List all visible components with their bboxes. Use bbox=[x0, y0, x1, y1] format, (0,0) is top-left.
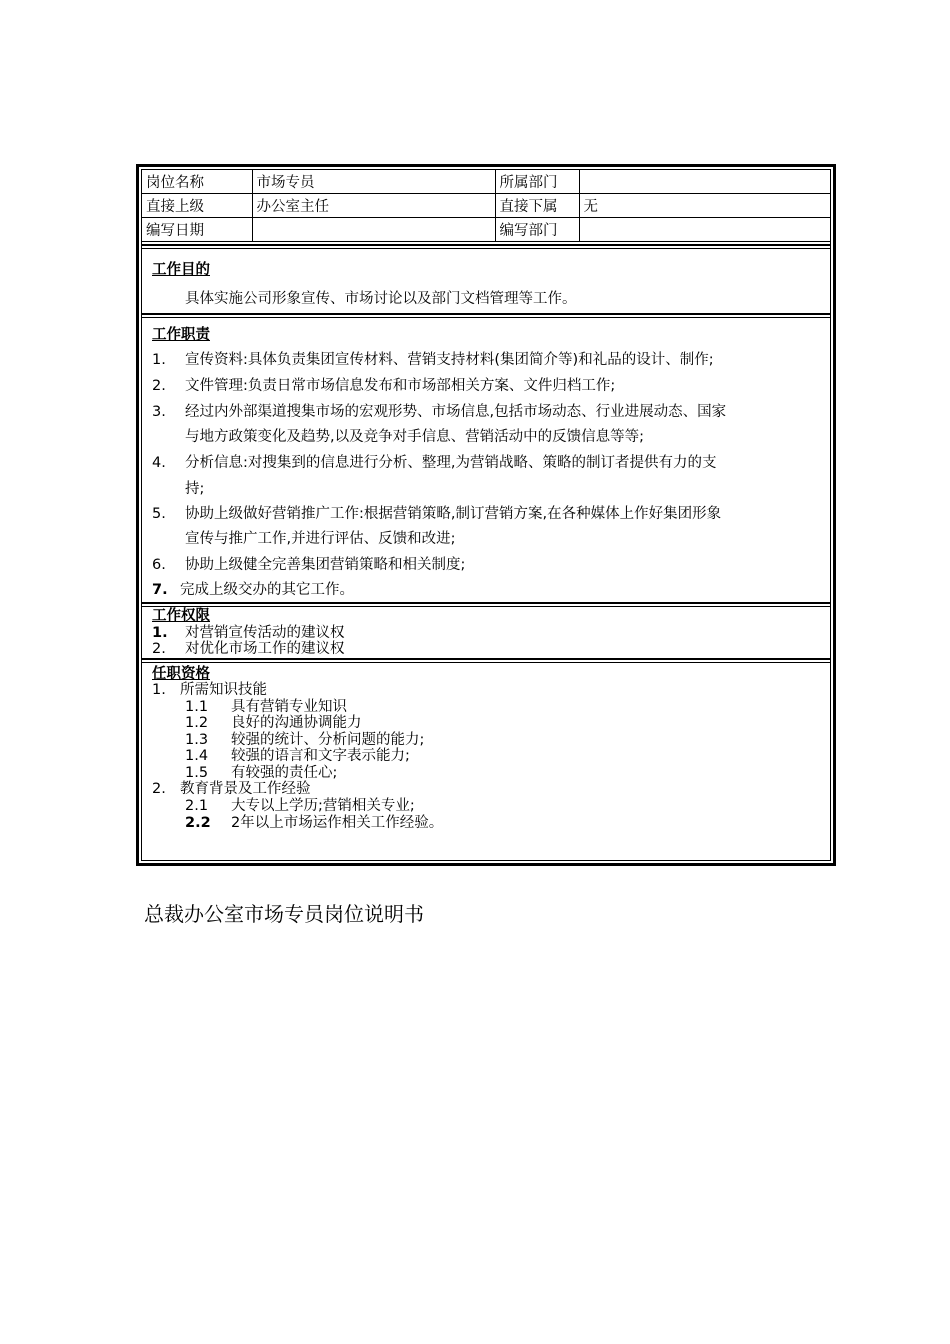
list-item: 4. 分析信息:对搜集到的信息进行分析、整理,为营销战略、策略的制订者提供有力的支 bbox=[152, 455, 717, 471]
job-description-table bbox=[141, 169, 831, 861]
label-direct-subordinate: 直接下属 bbox=[495, 194, 579, 218]
section-divider bbox=[142, 658, 830, 663]
list-item: 2. 文件管理:负责日常市场信息发布和市场部相关方案、文件归档工作; bbox=[152, 378, 616, 394]
section-divider bbox=[142, 313, 830, 318]
job-description-frame bbox=[136, 164, 836, 866]
list-item-continuation: 宣传与推广工作,并进行评估、反馈和改进; bbox=[185, 531, 456, 547]
section-heading-qualifications: 任职资格 bbox=[152, 666, 210, 682]
value-direct-superior: 办公室主任 bbox=[252, 194, 495, 218]
list-item: 1.4 较强的语言和文字表示能力; bbox=[185, 748, 410, 764]
section-divider bbox=[142, 244, 830, 249]
value-direct-subordinate: 无 bbox=[579, 194, 830, 218]
table-row bbox=[142, 194, 830, 218]
list-item: 2.2 2年以上市场运作相关工作经验。 bbox=[185, 815, 444, 831]
list-item: 1. 对营销宣传活动的建议权 bbox=[152, 625, 345, 641]
value-write-date bbox=[252, 218, 495, 242]
list-item: 1. 所需知识技能 bbox=[152, 682, 267, 698]
label-department: 所属部门 bbox=[495, 170, 579, 194]
list-item: 1.2 良好的沟通协调能力 bbox=[185, 715, 362, 731]
list-item-continuation: 持; bbox=[185, 481, 205, 497]
table-row bbox=[142, 170, 830, 194]
value-write-department bbox=[579, 218, 830, 242]
list-item-continuation: 与地方政策变化及趋势,以及竞争对手信息、营销活动中的反馈信息等等; bbox=[185, 429, 644, 445]
purpose-text: 具体实施公司形象宣传、市场讨论以及部门文档管理等工作。 bbox=[185, 291, 577, 307]
table-row bbox=[142, 218, 830, 242]
list-item: 2. 对优化市场工作的建议权 bbox=[152, 641, 345, 657]
section-heading-purpose: 工作目的 bbox=[152, 262, 210, 278]
list-item: 1.5 有较强的责任心; bbox=[185, 765, 338, 781]
label-write-date: 编写日期 bbox=[142, 218, 252, 242]
label-direct-superior: 直接上级 bbox=[142, 194, 252, 218]
section-heading-duties: 工作职责 bbox=[152, 327, 210, 343]
label-position-name: 岗位名称 bbox=[142, 170, 252, 194]
label-write-department: 编写部门 bbox=[495, 218, 579, 242]
section-divider bbox=[142, 602, 830, 607]
header-table bbox=[142, 170, 830, 242]
list-item: 5. 协助上级做好营销推广工作:根据营销策略,制订营销方案,在各种媒体上作好集团形象 bbox=[152, 506, 722, 522]
document-title: 总裁办公室市场专员岗位说明书 bbox=[144, 902, 424, 926]
value-position-name: 市场专员 bbox=[252, 170, 495, 194]
list-item: 2.1 大专以上学历;营销相关专业; bbox=[185, 798, 415, 814]
list-item: 7. 完成上级交办的其它工作。 bbox=[152, 582, 354, 598]
list-item: 2. 教育背景及工作经验 bbox=[152, 781, 311, 797]
section-heading-rights: 工作权限 bbox=[152, 608, 210, 624]
list-item: 6. 协助上级健全完善集团营销策略和相关制度; bbox=[152, 557, 466, 573]
list-item: 1.3 较强的统计、分析问题的能力; bbox=[185, 732, 425, 748]
list-item: 1.1 具有营销专业知识 bbox=[185, 699, 347, 715]
list-item: 3. 经过内外部渠道搜集市场的宏观形势、市场信息,包括市场动态、行业进展动态、国家 bbox=[152, 404, 727, 420]
value-department bbox=[579, 170, 830, 194]
list-item: 1. 宣传资料:具体负责集团宣传材料、营销支持材料(集团简介等)和礼品的设计、制作; bbox=[152, 352, 714, 368]
